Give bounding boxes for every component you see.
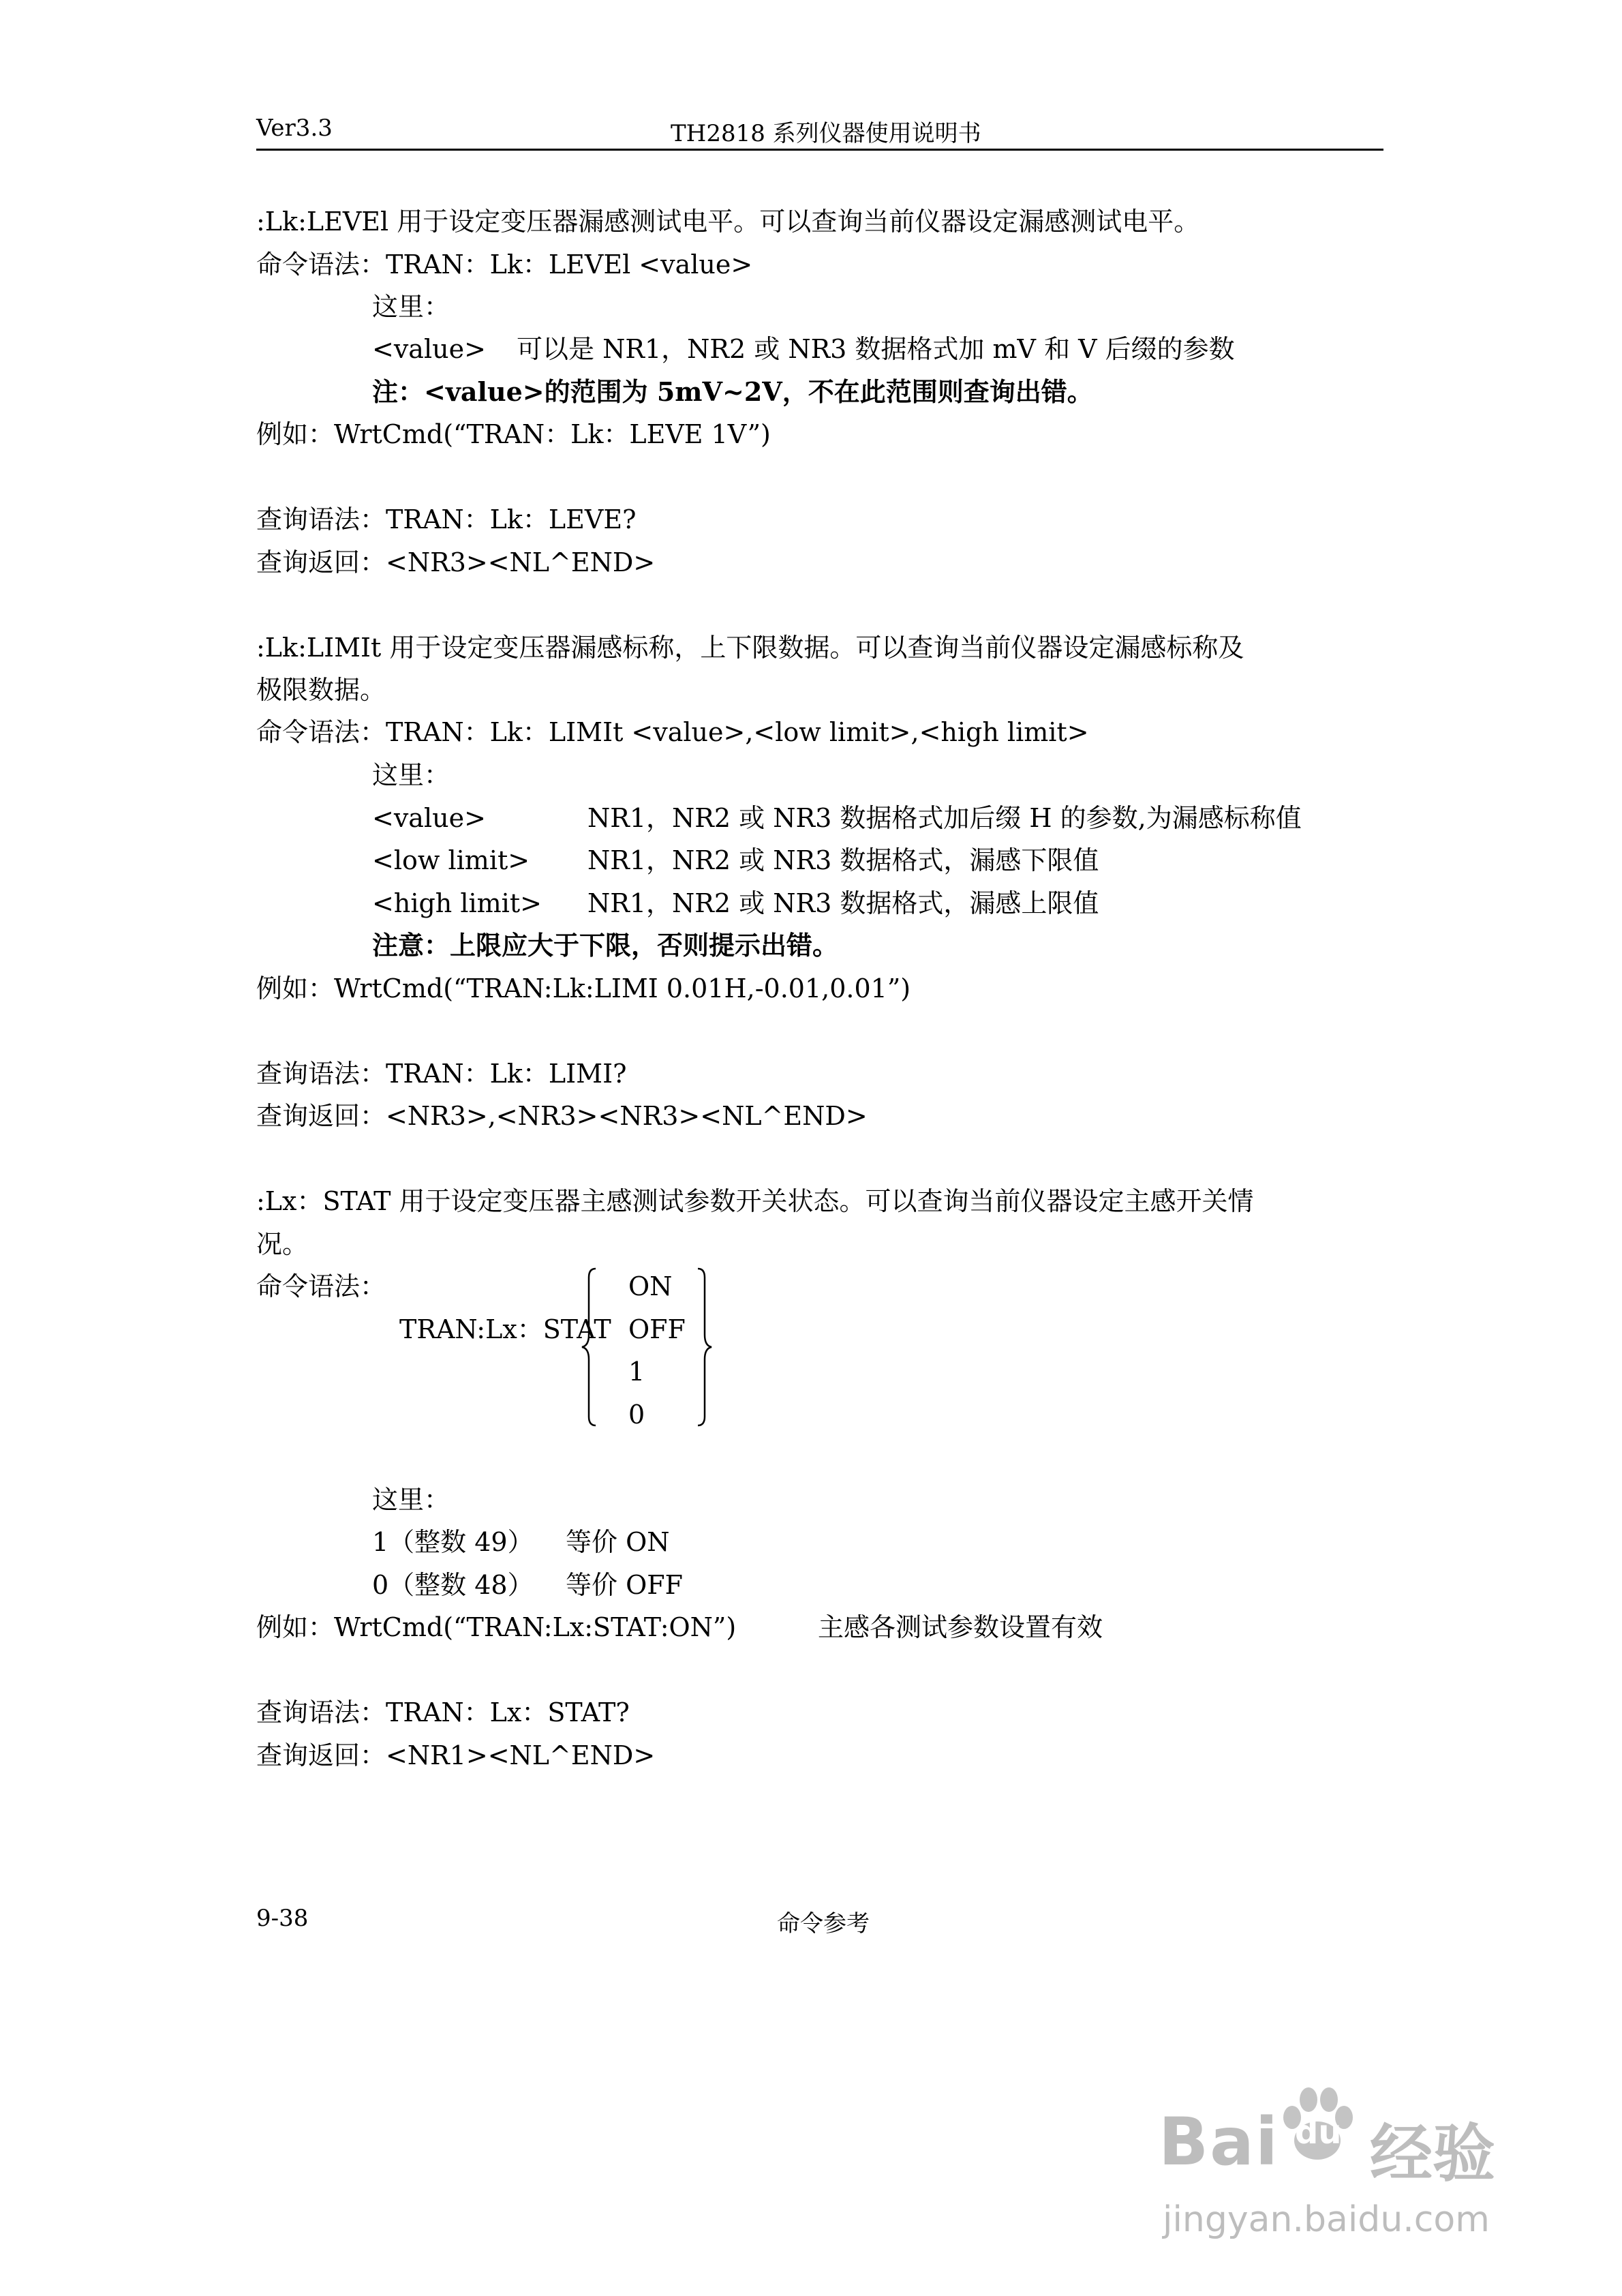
lk-level-syntax: 命令语法：TRAN：Lk：LEVEl <value> xyxy=(256,250,753,280)
lk-level-note: 注：<value>的范围为 5mV~2V，不在此范围则查询出错。 xyxy=(372,376,1093,407)
lk-limit-query: 查询语法：TRAN：Lk：LIMI? xyxy=(256,1059,627,1089)
lx-stat-equivalent-row xyxy=(372,1570,683,1600)
lk-limit-query-return: 查询返回：<NR3>,<NR3><NR3><NL^END> xyxy=(256,1101,868,1131)
lx-stat-equivalent-name: 1（整数 49） xyxy=(372,1527,534,1557)
lk-limit-where: 这里： xyxy=(372,760,450,790)
lx-stat-description-2: 况。 xyxy=(256,1229,309,1259)
lx-stat-example-comment: 主感各测试参数设置有效 xyxy=(818,1612,1103,1642)
lx-stat-query-return: 查询返回：<NR1><NL^END> xyxy=(256,1740,656,1770)
lk-level-param-desc: 可以是 NR1，NR2 或 NR3 数据格式加 mV 和 V 后缀的参数 xyxy=(517,334,1235,364)
lx-stat-where: 这里： xyxy=(372,1485,450,1515)
lk-limit-param-row xyxy=(372,803,1302,833)
footer-page-number: 9-38 xyxy=(256,1905,309,1932)
lk-limit-param-name: <high limit> xyxy=(372,888,542,918)
lk-limit-param-desc: NR1，NR2 或 NR3 数据格式，漏感上限值 xyxy=(587,888,1099,918)
lk-level-description: :Lk:LEVEl 用于设定变压器漏感测试电平。可以查询当前仪器设定漏感测试电平。 xyxy=(256,207,1200,237)
lk-limit-param-row xyxy=(372,845,1099,875)
lk-level-query-return: 查询返回：<NR3><NL^END> xyxy=(256,547,656,577)
lx-stat-equivalent-name: 0（整数 48） xyxy=(372,1570,534,1600)
lx-stat-example: 例如：WrtCmd(“TRAN:Lx:STAT:ON”) xyxy=(256,1612,737,1642)
lk-level-param-name: <value> xyxy=(372,334,486,364)
lx-stat-description-1: :Lx：STAT 用于设定变压器主感测试参数开关状态。可以查询当前仪器设定主感开关情 xyxy=(256,1186,1254,1216)
lx-stat-query: 查询语法：TRAN：Lx：STAT? xyxy=(256,1697,630,1727)
lk-level-where: 这里： xyxy=(372,292,450,322)
watermark-url: jingyan.baidu.com xyxy=(1163,2199,1490,2240)
lx-stat-option: 0 xyxy=(628,1400,645,1430)
lx-stat-equivalent-desc: 等价 OFF xyxy=(566,1570,683,1600)
lx-stat-equivalent-desc: 等价 ON xyxy=(566,1527,670,1557)
lx-stat-syntax-label: 命令语法： xyxy=(256,1271,386,1301)
lk-limit-param-desc: NR1，NR2 或 NR3 数据格式加后缀 H 的参数,为漏感标称值 xyxy=(587,803,1302,833)
header-version: Ver3.3 xyxy=(256,115,333,142)
left-brace-icon xyxy=(581,1267,597,1428)
lk-level-example: 例如：WrtCmd(“TRAN：Lk：LEVE 1V”) xyxy=(256,419,771,449)
lx-stat-option: OFF xyxy=(628,1314,686,1344)
lk-limit-param-name: <low limit> xyxy=(372,845,530,875)
lk-level-param-row xyxy=(372,334,1235,364)
lx-stat-option: 1 xyxy=(628,1357,645,1387)
header-title: TH2818 系列仪器使用说明书 xyxy=(671,120,981,147)
lk-limit-example: 例如：WrtCmd(“TRAN:Lk:LIMI 0.01H,-0.01,0.01”) xyxy=(256,973,911,1003)
footer-section: 命令参考 xyxy=(777,1910,870,1937)
lk-level-query: 查询语法：TRAN：Lk：LEVE? xyxy=(256,504,637,534)
watermark-brand-cn: 经验 xyxy=(1370,2117,1496,2190)
lx-stat-command: TRAN:Lx：STAT xyxy=(399,1314,611,1344)
lk-limit-syntax: 命令语法：TRAN：Lk：LIMIt <value>,<low limit>,<high limit> xyxy=(256,717,1089,747)
lk-limit-description-2: 极限数据。 xyxy=(256,675,386,705)
lx-stat-option: ON xyxy=(628,1271,673,1301)
lk-limit-description-1: :Lk:LIMIt 用于设定变压器漏感标称，上下限数据。可以查询当前仪器设定漏感标称及 xyxy=(256,633,1244,663)
lk-limit-param-row xyxy=(372,888,1099,918)
watermark-brand-latin: Bai xyxy=(1159,2104,1279,2180)
header-rule xyxy=(256,149,1383,151)
lx-stat-equivalent-row xyxy=(372,1527,670,1557)
lk-limit-param-desc: NR1，NR2 或 NR3 数据格式，漏感下限值 xyxy=(587,845,1099,875)
right-brace-icon xyxy=(697,1267,713,1428)
lk-limit-param-name: <value> xyxy=(372,803,486,833)
lk-limit-note: 注意：上限应大于下限，否则提示出错。 xyxy=(372,930,839,961)
watermark-brand-du: du xyxy=(1295,2113,1342,2151)
